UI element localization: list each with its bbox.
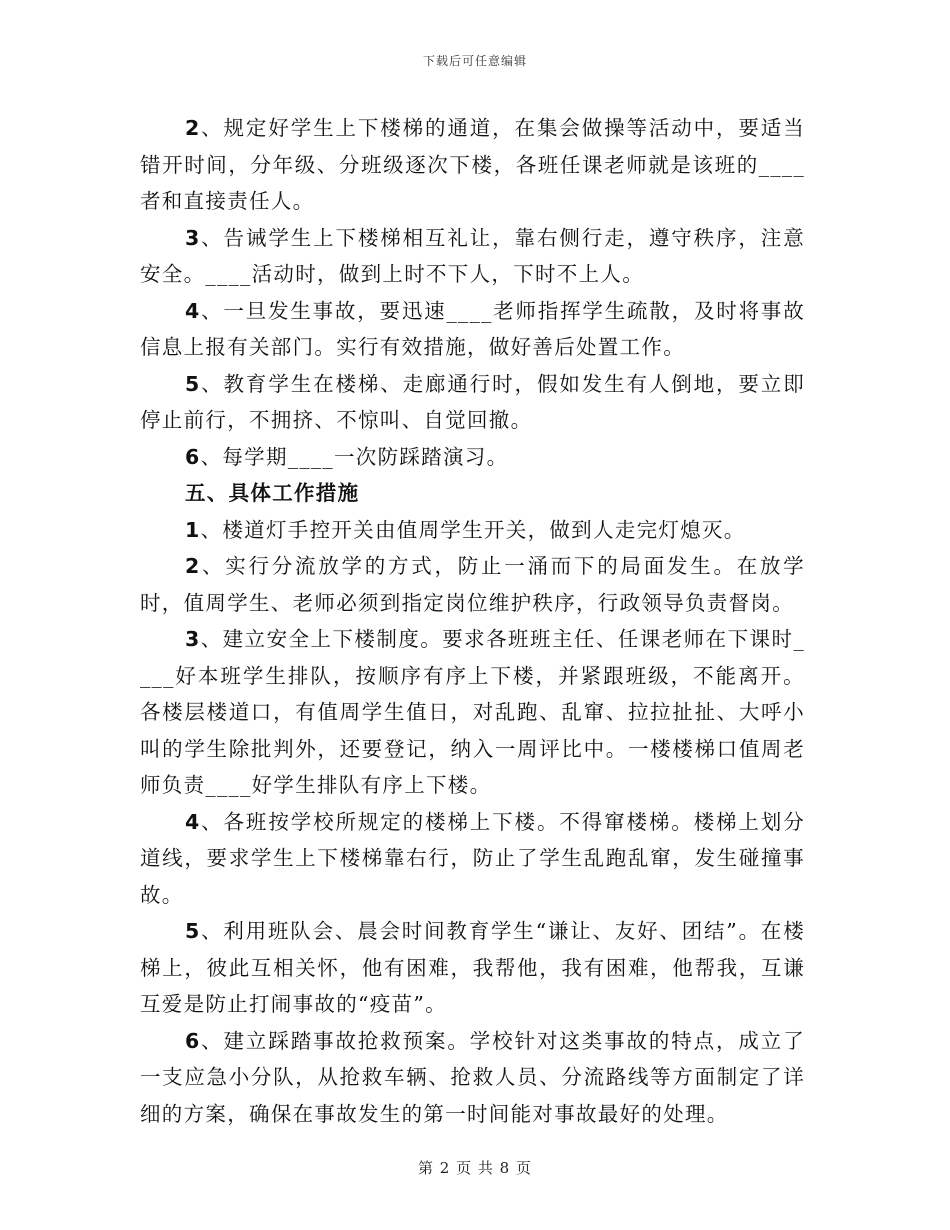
- paragraph-text: 、建立踩踏事故抢救预案。学校针对这类事故的特点，成立了一支应急小分队，从抢救车辆、抢救人员、分流路线等方面制定了详细的方案，确保在事故发生的第一时间能对事故最好的处理。: [140, 1028, 805, 1126]
- item-number: 5: [185, 919, 201, 943]
- item-number: 4: [185, 809, 201, 834]
- paragraph-text: 、告诫学生上下楼梯相互礼让，靠右侧行走，遵守秩序，注意安全。____活动时，做到上时不下人，下时不上人。: [140, 225, 805, 286]
- paragraph-text: 、利用班队会、晨会时间教育学生“谦让、友好、团结”。在楼梯上，彼此互相关怀，他有困难，我帮他，我有困难，他帮我，互谦互爱是防止打闹事故的“疫苗”。: [140, 919, 805, 1016]
- measure-item-5: [140, 913, 805, 1023]
- page-footer: 第 2 页 共 8 页: [418, 1159, 532, 1177]
- paragraph-text: 、建立安全上下楼制度。要求各班班主任、任课老师在下课时____好本班学生排队，按顺序有序上下楼，并紧跟班级，不能离开。各楼层楼道口，有值周学生值日，对乱跑、乱窜、拉拉扯扯、大呼小叫的学生除批判外，还要登记，纳入一周评比中。一楼楼梯口值周老师负责____好学生排队有序上下楼。: [140, 627, 805, 797]
- paragraph-text: 、规定好学生上下楼梯的通道，在集会做操等活动中，要适当错开时间，分年级、分班级逐次下楼，各班任课老师就是该班的____者和直接责任人。: [140, 116, 805, 213]
- page-header: 下载后可任意编辑: [422, 54, 527, 68]
- measure-item-3: [140, 621, 805, 804]
- paragraph-item-5: [140, 366, 805, 439]
- document-body: [140, 110, 805, 1132]
- section-title: 五、具体工作措施: [185, 481, 360, 505]
- paragraph-text: 、教育学生在楼梯、走廊通行时，假如发生有人倒地，要立即停止前行，不拥挤、不惊叫、自觉回撤。: [140, 371, 805, 432]
- paragraph-text: 、楼道灯手控开关由值周学生开关，做到人走完灯熄灭。: [200, 517, 746, 542]
- item-number: 6: [185, 1028, 201, 1053]
- measure-item-1: [140, 512, 805, 549]
- item-number: 5: [185, 371, 201, 396]
- paragraph-text: 、一旦发生事故，要迅速____老师指挥学生疏散，及时将事故信息上报有关部门。实行有效措施，做好善后处置工作。: [140, 298, 805, 359]
- measure-item-2: [140, 548, 805, 621]
- item-number: 3: [185, 627, 201, 651]
- paragraph-text: 、各班按学校所规定的楼梯上下楼。不得窜楼梯。楼梯上划分道线，要求学生上下楼梯靠右行，防止了学生乱跑乱窜，发生碰撞事故。: [140, 809, 805, 907]
- paragraph-text: 、每学期____一次防踩踏演习。: [200, 444, 509, 469]
- item-number: 4: [185, 298, 201, 323]
- item-number: 2: [185, 116, 201, 140]
- paragraph-item-3: [140, 220, 805, 293]
- paragraph-item-4: [140, 293, 805, 366]
- paragraph-item-6: [140, 439, 805, 476]
- paragraph-item-2: [140, 110, 805, 220]
- measure-item-6: [140, 1023, 805, 1133]
- item-number: 6: [185, 444, 201, 469]
- item-number: 1: [185, 517, 201, 542]
- paragraph-text: 、实行分流放学的方式，防止一涌而下的局面发生。在放学时，值周学生、老师必须到指定岗位维护秩序，行政领导负责督岗。: [140, 554, 805, 615]
- item-number: 3: [185, 225, 201, 250]
- measure-item-4: [140, 804, 805, 914]
- item-number: 2: [185, 554, 201, 578]
